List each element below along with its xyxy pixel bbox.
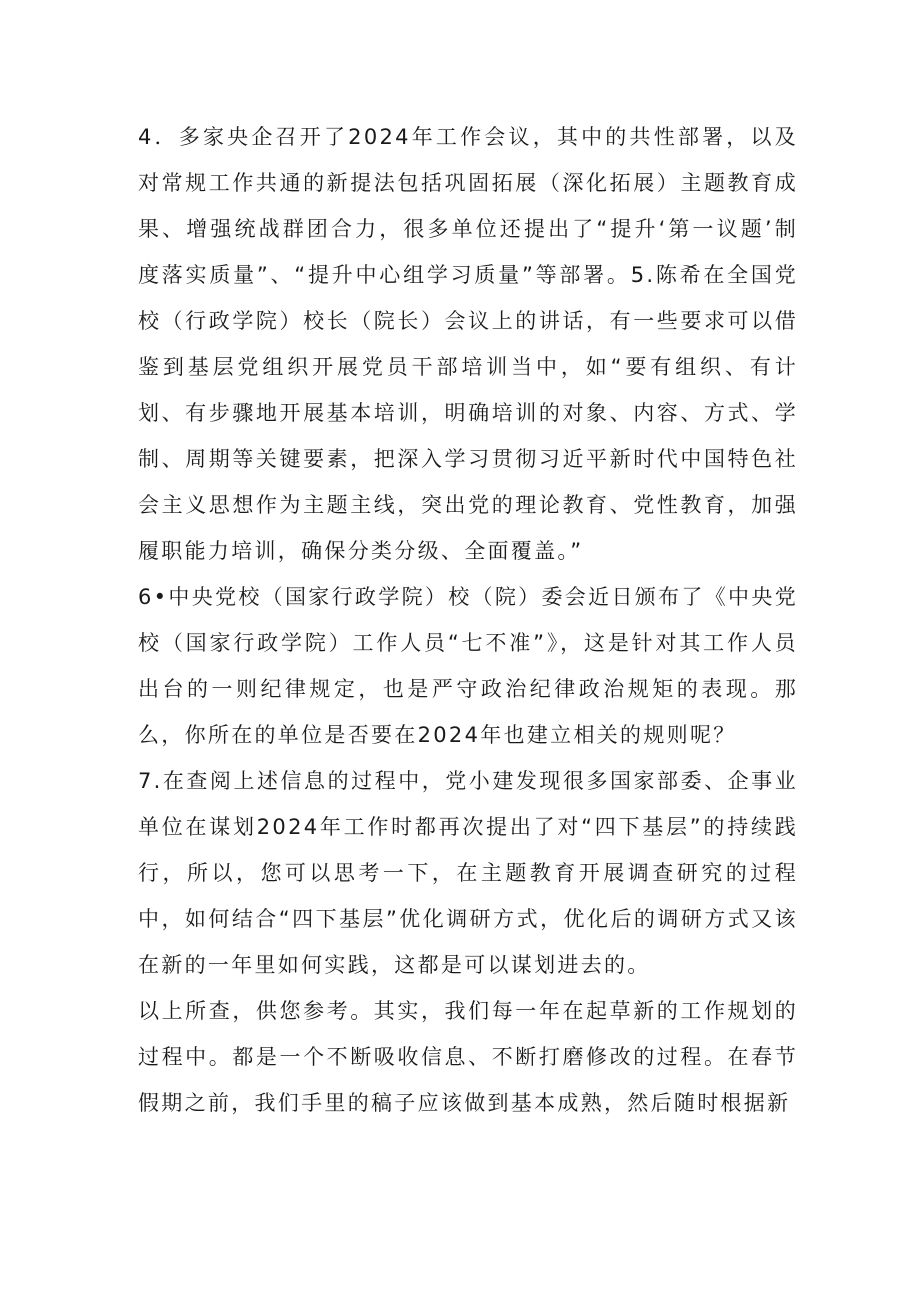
paragraph-item-6: 6•中央党校（国家行政学院）校（院）委会近日颁布了《中央党校（国家行政学院）工作人员“七不准”》，这是针对其工作人员出台的一则纪律规定，也是严守政治纪律政治规矩的表现。那么，你所在的单位是否要在2024年也建立相关的规则呢？ (138, 585, 798, 747)
document-body (138, 114, 798, 1126)
paragraph-conclusion: 以上所查，供您参考。其实，我们每一年在起草新的工作规划的过程中。都是一个不断吸收信息、不断打磨修改的过程。在春节假期之前，我们手里的稿子应该做到基本成熟，然后随时根据新 (138, 999, 798, 1115)
paragraph-item-4-5: 4．多家央企召开了2024年工作会议，其中的共性部署，以及对常规工作共通的新提法包括巩固拓展（深化拓展）主题教育成果、增强统战群团合力，很多单位还提出了“提升‘第一议题’制度落实质量”、“提升中心组学习质量”等部署。5.陈希在全国党校（行政学院）校长（院长）会议上的讲话，有一些要求可以借鉴到基层党组织开展党员干部培训当中，如“要有组织、有计划、有步骤地开展基本培训，明确培训的对象、内容、方式、学制、周期等关键要素，把深入学习贯彻习近平新时代中国特色社会主义思想作为主题主线，突出党的理论教育、党性教育，加强履职能力培训，确保分类分级、全面覆盖。” (138, 125, 798, 563)
paragraph-item-7: 7.在查阅上述信息的过程中，党小建发现很多国家部委、企事业单位在谋划2024年工作时都再次提出了对“四下基层”的持续践行，所以，您可以思考一下，在主题教育开展调查研究的过程中，如何结合“四下基层”优化调研方式，优化后的调研方式又该在新的一年里如何实践，这都是可以谋划进去的。 (138, 769, 798, 977)
